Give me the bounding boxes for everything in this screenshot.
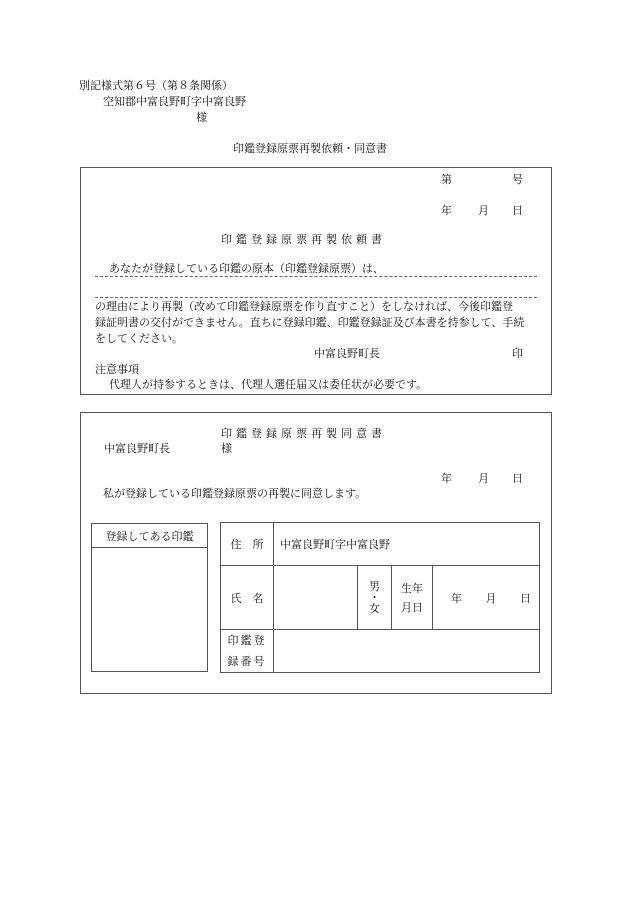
request-day: 日	[512, 204, 523, 217]
address-label: 住 所	[221, 523, 274, 566]
request-body3: をしてください。	[95, 332, 183, 345]
request-dai: 第	[441, 173, 452, 186]
request-line1: あなたが登録している印鑑の原本（印鑑登録原票）は、	[109, 262, 384, 275]
consent-month: 月	[478, 472, 489, 485]
document-title: 印鑑登録原票再製依頼・同意書	[233, 142, 387, 155]
issuer-name: 中富良野町長	[314, 347, 380, 360]
form-number: 別記様式第６号（第８条関係）	[79, 79, 233, 92]
reg-label-2: 録番号	[227, 655, 267, 668]
dotted-line-bottom	[95, 297, 537, 298]
address-to: 空知郡中富良野町字中富良野	[103, 95, 246, 108]
gender-male: 男	[369, 579, 380, 593]
birth-label-1: 生年	[401, 581, 423, 595]
request-title: 印鑑登録原票再製依頼書	[221, 233, 386, 246]
birth-year: 年	[451, 591, 462, 605]
reg-label-1: 印鑑登	[227, 634, 267, 647]
registered-seal-label: 登録してある印鑑	[92, 528, 207, 548]
birth-month: 月	[485, 591, 497, 605]
notes-heading: 注意事項	[95, 363, 139, 376]
request-box	[80, 167, 552, 395]
gender-female: 女	[369, 601, 380, 615]
registration-number-label	[221, 630, 274, 673]
request-month: 月	[478, 204, 489, 217]
birthdate-label	[392, 566, 433, 630]
request-body1: の理由により再製（改めて印鑑登録原票を作り直すこと）をしなければ、今後印鑑登	[95, 300, 513, 313]
seal-mark: 印	[512, 347, 523, 360]
consent-statement: 私が登録している印鑑登録原票の再製に同意します。	[103, 487, 367, 500]
gender-dot: ・	[369, 590, 380, 604]
notes-body: 代理人が持参するときは、代理人選任届又は委任状が必要です。	[109, 378, 428, 391]
request-year: 年	[441, 204, 452, 217]
dotted-line-top	[95, 276, 537, 277]
birth-label-2: 月日	[401, 600, 423, 614]
request-body2: 録証明書の交付ができません。直ちに登録印鑑、印鑑登録証及び本書を持参して、手続	[95, 316, 525, 329]
name-value[interactable]	[274, 566, 358, 630]
registered-seal-box	[91, 523, 208, 672]
name-label: 氏 名	[221, 566, 274, 630]
address-sama: 様	[196, 111, 207, 124]
consent-year: 年	[441, 472, 452, 485]
address-value[interactable]: 中富良野町字中富良野	[274, 523, 540, 566]
birth-day: 日	[520, 591, 531, 605]
consent-sama: 様	[221, 442, 232, 455]
consent-title: 印鑑登録原票再製同意書	[221, 427, 386, 440]
request-go: 号	[512, 173, 523, 186]
registrant-info-table	[220, 522, 540, 673]
gender-cell[interactable]	[358, 566, 392, 630]
registration-number-value[interactable]	[274, 630, 540, 673]
consent-addressee: 中富良野町長	[104, 442, 170, 455]
consent-day: 日	[512, 472, 523, 485]
birthdate-value[interactable]	[433, 566, 540, 630]
